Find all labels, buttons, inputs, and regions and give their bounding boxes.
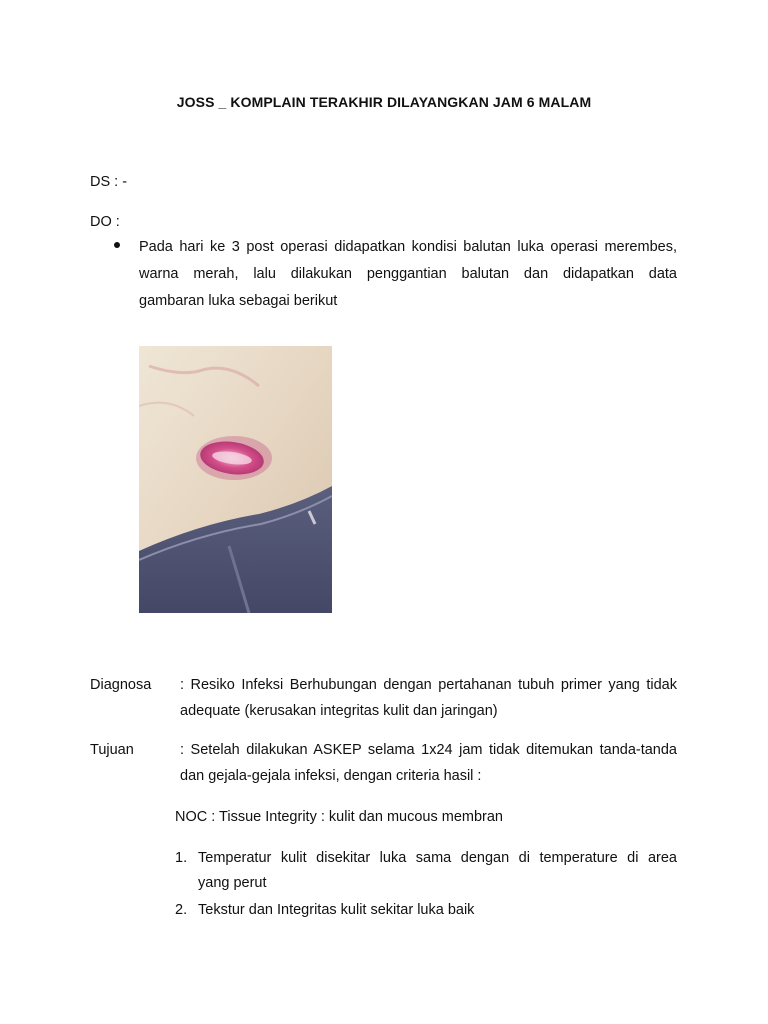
diagnosa-line-2: adequate (kerusakan integritas kulit dan jaringan): [180, 703, 498, 719]
wound-photo: [139, 346, 332, 613]
bullet-point: [114, 242, 120, 248]
diagnosa-line-1: : Resiko Infeksi Berhubungan dengan pertahanan tubuh primer yang tidak: [180, 677, 677, 693]
criteria-1-line-2: yang perut: [198, 875, 267, 891]
noc-line: NOC : Tissue Integrity : kulit dan mucous membran: [175, 809, 503, 825]
ds-line: DS : -: [90, 174, 128, 190]
document-title: JOSS _ KOMPLAIN TERAKHIR DILAYANGKAN JAM 6 MALAM: [176, 94, 592, 110]
tujuan-label: Tujuan: [90, 742, 134, 758]
do-line: DO :: [90, 214, 120, 230]
tujuan-line-1: : Setelah dilakukan ASKEP selama 1x24 jam tidak ditemukan tanda-tanda: [180, 742, 677, 758]
criteria-1-line-1: Temperatur kulit disekitar luka sama dengan di temperature di area: [198, 850, 677, 866]
diagnosa-label: Diagnosa: [90, 677, 152, 693]
observation-line-3: gambaran luka sebagai berikut: [139, 293, 338, 309]
criteria-number-1: 1.: [175, 850, 188, 866]
criteria-number-2: 2.: [175, 902, 188, 918]
observation-line-2: warna merah, lalu dilakukan penggantian balutan dan didapatkan data: [139, 266, 677, 282]
observation-line-1: Pada hari ke 3 post operasi didapatkan kondisi balutan luka operasi merembes,: [139, 239, 677, 255]
tujuan-line-2: dan gejala-gejala infeksi, dengan criteria hasil :: [180, 768, 482, 784]
criteria-2-line-1: Tekstur dan Integritas kulit sekitar luka baik: [198, 902, 475, 918]
